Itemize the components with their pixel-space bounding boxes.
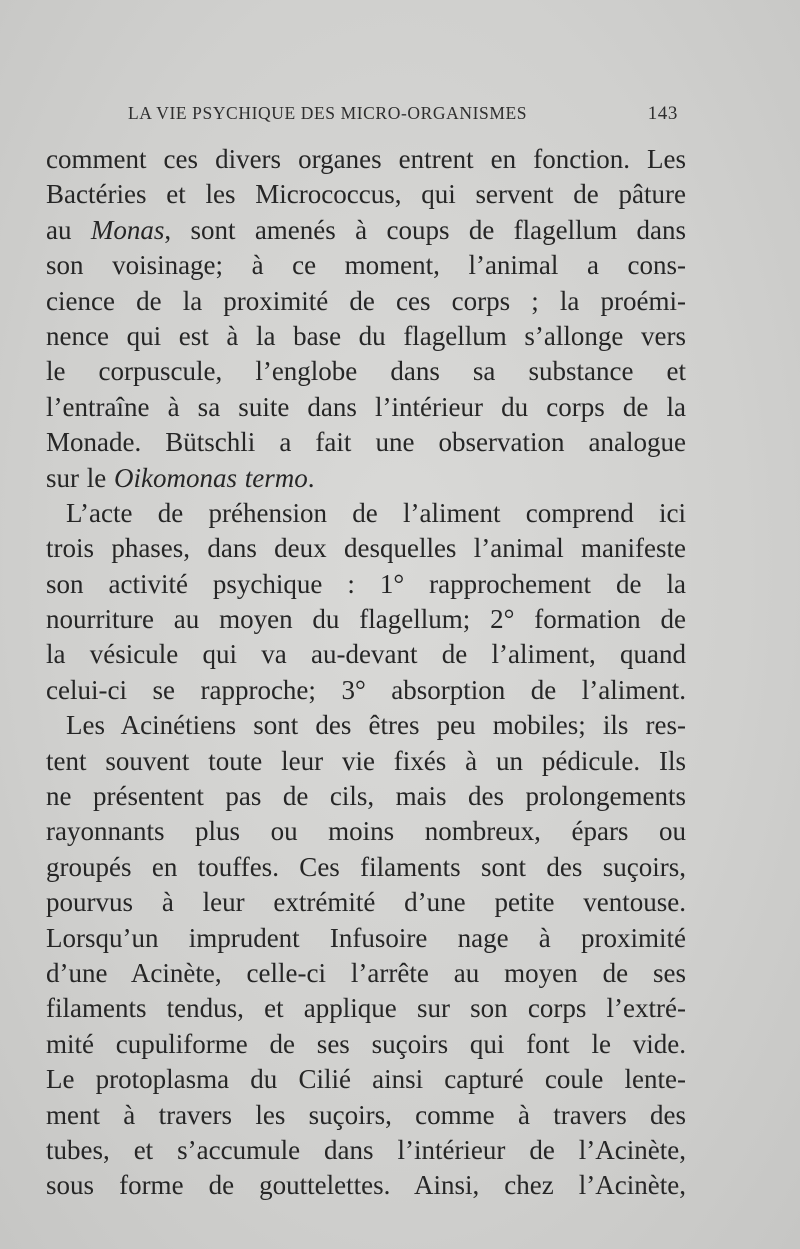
text-line: sous forme de gouttelettes. Ainsi, chez l’Acinète,	[46, 1170, 686, 1201]
text-line: tent souvent toute leur vie fixés à un pédicule. Ils	[46, 745, 686, 776]
text-line: son voisinage; à ce moment, l’animal a cons-	[46, 250, 686, 281]
text-line: la vésicule qui va au-devant de l’aliment, quand	[46, 639, 686, 670]
text-line: ment à travers les suçoirs, comme à travers des	[46, 1099, 686, 1130]
running-title: LA VIE PSYCHIQUE DES MICRO-ORGANISMES	[128, 103, 528, 123]
text-line: groupés en touffes. Ces filaments sont des suçoirs,	[46, 851, 686, 882]
text-line: cience de la proximité de ces corps ; la proémi-	[46, 285, 686, 316]
body-text	[46, 142, 686, 1204]
text-line: d’une Acinète, celle-ci l’arrête au moyen de ses	[46, 957, 686, 988]
text-line: comment ces divers organes entrent en fonction. Les	[46, 144, 686, 174]
text-line: trois phases, dans deux desquelles l’animal manifeste	[46, 533, 686, 564]
text-line: l’entraîne à sa suite dans l’intérieur du corps de la	[46, 391, 686, 422]
text-line: tubes, et s’accumule dans l’intérieur de l’Acinète,	[46, 1134, 686, 1165]
text-line: au Monas, sont amenés à coups de flagellum dans	[46, 214, 686, 245]
italic-term: Oikomonas termo	[113, 462, 308, 493]
text-line: ne présentent pas de cils, mais des prolongements	[46, 781, 686, 812]
text-line: Le protoplasma du Cilié ainsi capturé coule lente-	[46, 1064, 686, 1095]
text-line: nourriture au moyen du flagellum; 2° formation de	[46, 604, 686, 635]
text-line: filaments tendus, et applique sur son corps l’extré-	[46, 993, 686, 1024]
text-line: nence qui est à la base du flagellum s’allonge vers	[46, 320, 686, 351]
italic-term: Monas	[90, 214, 165, 245]
text-line: Les Acinétiens sont des êtres peu mobiles; ils res-	[66, 710, 686, 741]
text-line: rayonnants plus ou moins nombreux, épars ou	[46, 816, 686, 847]
text-line: Monade. Bütschli a fait une observation analogue	[46, 427, 686, 458]
text-line: son activité psychique : 1° rapprochement de la	[46, 568, 686, 599]
text-line: Lorsqu’un imprudent Infusoire nage à proximité	[46, 922, 686, 953]
text-line: le corpuscule, l’englobe dans sa substance et	[46, 356, 686, 387]
text-line: mité cupuliforme de ses suçoirs qui font le vide.	[46, 1028, 686, 1059]
text-line: L’acte de préhension de l’aliment comprend ici	[66, 497, 686, 528]
page-number: 143	[647, 103, 678, 124]
text-line: pourvus à leur extrémité d’une petite ventouse.	[46, 887, 686, 918]
running-head	[128, 103, 678, 127]
text-line: celui-ci se rapproche; 3° absorption de l’aliment.	[46, 674, 686, 705]
text-line: Bactéries et les Micrococcus, qui servent de pâture	[46, 179, 686, 210]
text-line: sur le Oikomonas termo.	[46, 462, 315, 493]
